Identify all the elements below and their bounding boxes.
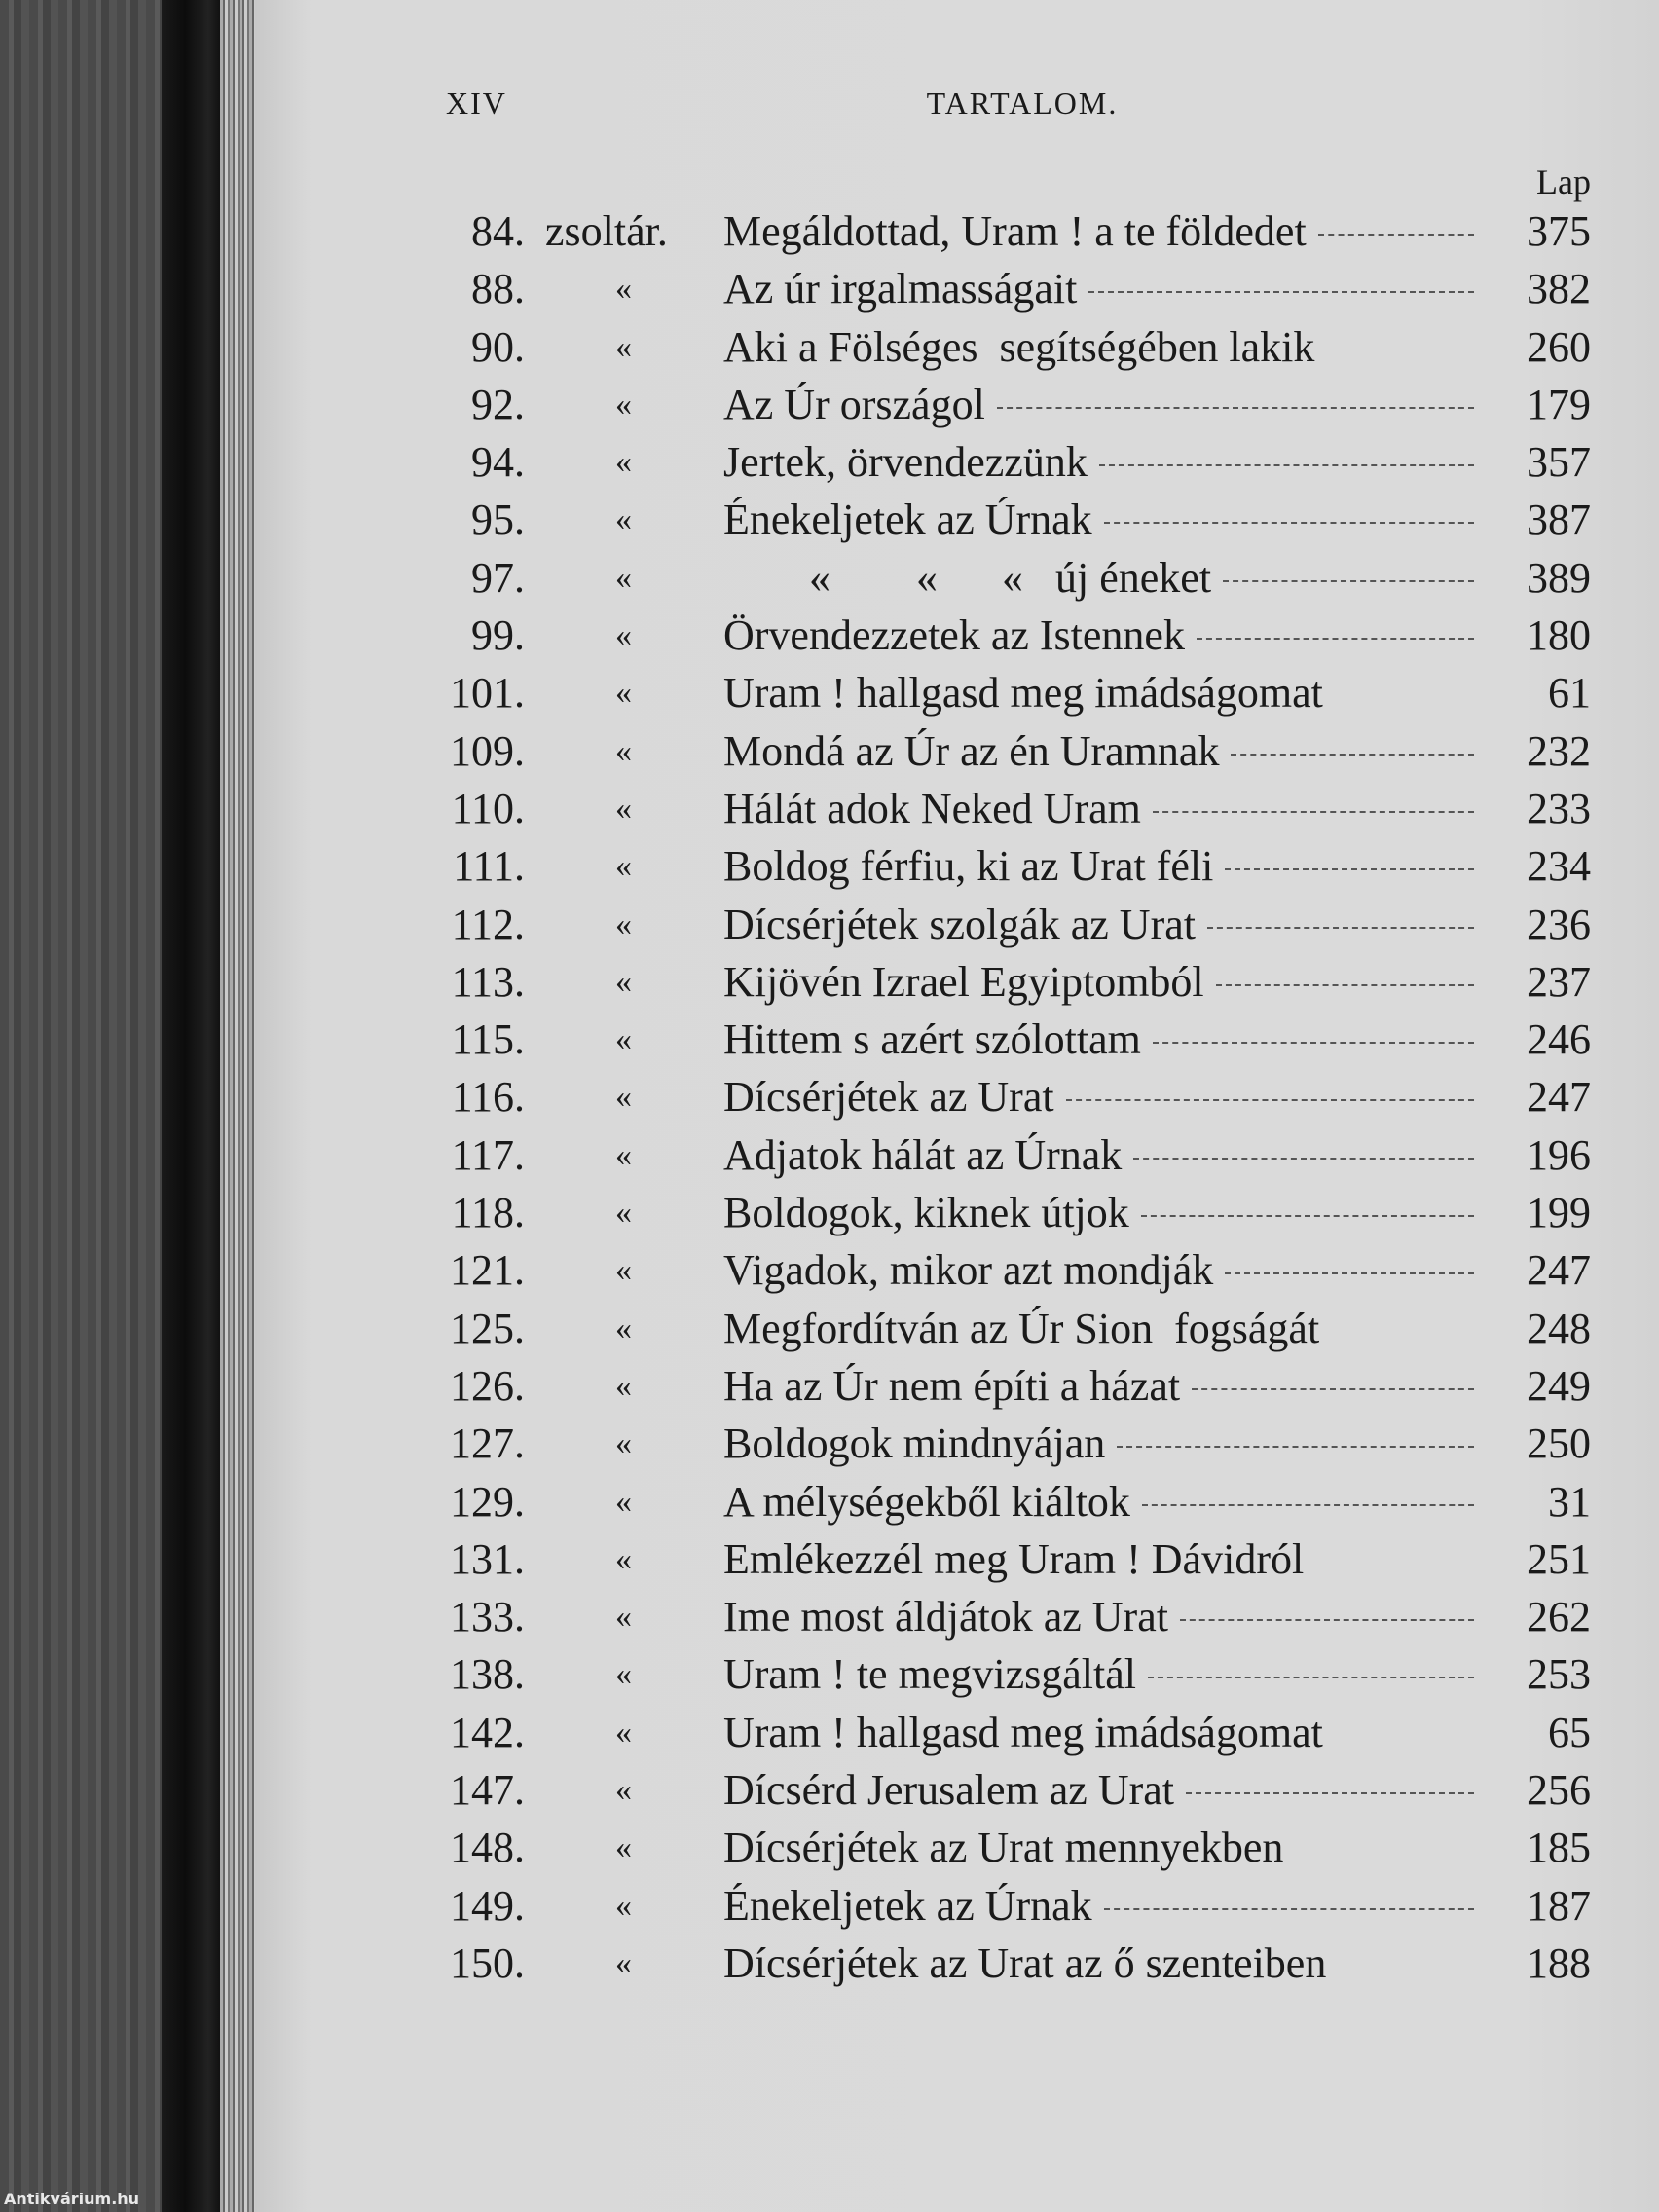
toc-entry (389, 549, 1591, 607)
page-number: 180 (1527, 611, 1591, 660)
entry-title: Kijövén Izrael Egyiptomból (723, 957, 1204, 1006)
toc-entry (389, 491, 1591, 548)
psalm-number: 113. (451, 957, 525, 1006)
toc-entry (389, 1877, 1591, 1935)
page-number: 256 (1527, 1766, 1591, 1815)
toc-entry (389, 1588, 1591, 1645)
toc-entry (389, 1241, 1591, 1299)
entry-title-wrap (723, 1068, 1484, 1125)
entry-title: « « « új éneket (723, 553, 1212, 602)
page-number: 250 (1527, 1419, 1591, 1468)
dot-leader (1066, 1099, 1474, 1101)
ditto-mark: « (615, 501, 632, 538)
page-number: 196 (1527, 1130, 1591, 1179)
dot-leader (1153, 811, 1474, 813)
entry-title-wrap (723, 1184, 1484, 1241)
page-number: 387 (1527, 496, 1591, 544)
ditto-mark: « (615, 1483, 632, 1520)
dot-leader (1104, 1908, 1474, 1910)
ditto-mark: « (615, 617, 632, 654)
running-title: TARTALOM. (926, 86, 1119, 121)
entry-title: Ime most áldjátok az Urat (723, 1593, 1168, 1641)
ditto-mark: « (615, 1425, 632, 1462)
toc-entry (389, 1126, 1591, 1184)
page-number: 375 (1527, 207, 1591, 255)
page-number: 251 (1527, 1534, 1591, 1583)
toc-entry (389, 1935, 1591, 1992)
dot-leader (1142, 1504, 1474, 1506)
page-column-label: Lap (1536, 163, 1591, 202)
dot-leader (1141, 1215, 1474, 1217)
page-number: 188 (1527, 1938, 1591, 1987)
entry-title: Uram ! te megvizsgáltál (723, 1650, 1136, 1699)
entry-title-wrap (723, 953, 1484, 1011)
ditto-mark: « (615, 1540, 632, 1577)
toc-entry (389, 376, 1591, 433)
ditto-mark: « (615, 1599, 632, 1636)
background-surface (0, 0, 166, 2212)
entry-title-wrap (723, 607, 1484, 664)
dot-leader (1318, 234, 1474, 236)
entry-title: Dícsérjétek az Urat (723, 1073, 1054, 1122)
psalm-number: 92. (471, 380, 525, 428)
page-number: 179 (1527, 380, 1591, 428)
dot-leader (1148, 1677, 1474, 1678)
entry-title: Hittem s azért szólottam (723, 1015, 1141, 1064)
page-number: 247 (1527, 1073, 1591, 1122)
toc-entry (389, 607, 1591, 664)
table-of-contents (389, 203, 1591, 1992)
page-number: 233 (1527, 784, 1591, 832)
ditto-mark: « (615, 1944, 632, 1981)
entry-title-wrap (723, 1126, 1484, 1184)
ditto-mark: « (615, 1309, 632, 1346)
toc-entry (389, 1530, 1591, 1588)
page-number: 61 (1548, 669, 1591, 718)
entry-title: Emlékezzél meg Uram ! Dávidról (723, 1534, 1305, 1583)
entry-title: A mélységekből kiáltok (723, 1477, 1130, 1526)
page-number: 65 (1548, 1708, 1591, 1756)
entry-title: Dícsérd Jerusalem az Urat (723, 1766, 1175, 1815)
ditto-mark: « (615, 1714, 632, 1751)
ditto-mark: « (615, 1136, 632, 1173)
entry-title-wrap (723, 1819, 1484, 1876)
dot-leader (1207, 927, 1474, 929)
ditto-mark: « (615, 905, 632, 942)
toc-entry (389, 433, 1591, 491)
psalm-number: 131. (450, 1534, 525, 1583)
entry-title-wrap (723, 1877, 1484, 1935)
toc-entry (389, 664, 1591, 721)
entry-title: Adjatok hálát az Úrnak (723, 1130, 1123, 1179)
dot-leader (1099, 464, 1474, 466)
psalm-number: 95. (471, 496, 525, 544)
dot-leader (1153, 1042, 1474, 1044)
entry-title-wrap (723, 1241, 1484, 1299)
entry-title-wrap (723, 896, 1484, 953)
entry-title: Mondá az Úr az én Uramnak (723, 726, 1220, 775)
psalm-number: 112. (451, 900, 525, 948)
psalm-number: 94. (471, 438, 525, 487)
psalm-number: 142. (450, 1708, 525, 1756)
watermark: Antikvárium.hu (4, 2190, 140, 2208)
page-edges (220, 0, 255, 2212)
entry-title: Megáldottad, Uram ! a te földedet (723, 207, 1307, 255)
entry-title: Ha az Úr nem építi a házat (723, 1361, 1181, 1410)
entry-title-wrap (723, 837, 1484, 895)
entry-title: Az úr irgalmasságait (723, 265, 1078, 313)
psalm-number: 116. (451, 1073, 525, 1122)
page-number: 249 (1527, 1361, 1591, 1410)
entry-title: Uram ! hallgasd meg imádságomat (723, 1708, 1323, 1756)
toc-entry (389, 1819, 1591, 1876)
entry-title: Az Úr országol (723, 380, 985, 428)
dot-leader (1104, 522, 1474, 524)
entry-title-wrap (723, 1704, 1484, 1761)
toc-entry (389, 1645, 1591, 1703)
toc-entry (389, 318, 1591, 376)
dot-leader (1197, 638, 1474, 640)
page-number: 389 (1527, 553, 1591, 602)
ditto-mark: « (615, 328, 632, 365)
entry-title: Boldog férfiu, ki az Urat féli (723, 842, 1214, 891)
entry-title-wrap (723, 318, 1484, 376)
psalm-number: 90. (471, 322, 525, 371)
toc-entry (389, 837, 1591, 895)
entry-title: Megfordítván az Úr Sion fogságát (723, 1304, 1320, 1352)
ditto-mark: « (615, 963, 632, 1000)
page-number: 185 (1527, 1824, 1591, 1872)
entry-title: Énekeljetek az Úrnak (723, 1881, 1092, 1930)
page-number: 246 (1527, 1015, 1591, 1064)
toc-entry (389, 1300, 1591, 1357)
entry-title: Énekeljetek az Úrnak (723, 496, 1092, 544)
toc-entry (389, 1415, 1591, 1472)
dot-leader (1192, 1388, 1474, 1390)
entry-title-wrap (723, 1530, 1484, 1588)
toc-entry (389, 1011, 1591, 1068)
ditto-mark: « (615, 790, 632, 827)
psalm-number: 150. (450, 1938, 525, 1987)
psalm-number: 149. (450, 1881, 525, 1930)
entry-title-wrap (723, 780, 1484, 837)
ditto-mark: « (615, 732, 632, 769)
psalm-number: 121. (450, 1246, 525, 1295)
toc-entry (389, 1761, 1591, 1819)
page-number: 31 (1548, 1477, 1591, 1526)
entry-title: Dícsérjétek szolgák az Urat (723, 900, 1196, 948)
toc-entry (389, 722, 1591, 780)
entry-title-wrap (723, 1473, 1484, 1530)
psalm-number: 147. (450, 1766, 525, 1815)
toc-entry (389, 260, 1591, 317)
dot-leader (1180, 1619, 1474, 1621)
toc-entry (389, 953, 1591, 1011)
toc-entry (389, 1357, 1591, 1415)
dot-leader (1225, 1272, 1474, 1274)
entry-title: Boldogok, kiknek útjok (723, 1189, 1129, 1237)
toc-entry (389, 1473, 1591, 1530)
toc-entry (389, 203, 1591, 260)
entry-title-wrap (723, 1415, 1484, 1472)
ditto-mark: « (615, 444, 632, 481)
entry-title-wrap (723, 376, 1484, 433)
page-number: 382 (1527, 265, 1591, 313)
psalm-number: 88. (471, 265, 525, 313)
psalm-number: 84. (471, 207, 525, 255)
ditto-mark: « (615, 675, 632, 712)
page-number: 357 (1527, 438, 1591, 487)
dot-leader (1088, 291, 1474, 293)
psalm-number: 127. (450, 1419, 525, 1468)
entry-title: Jertek, örvendezzünk (723, 438, 1088, 487)
toc-entry (389, 1068, 1591, 1125)
page-number: 232 (1527, 726, 1591, 775)
psalm-number: 99. (471, 611, 525, 660)
entry-title: Örvendezzetek az Istennek (723, 611, 1185, 660)
psalm-number: 117. (451, 1130, 525, 1179)
toc-entry (389, 1184, 1591, 1241)
toc-entry (389, 780, 1591, 837)
psalm-number: 101. (450, 669, 525, 718)
dot-leader (1133, 1158, 1474, 1160)
psalm-number: 115. (451, 1015, 525, 1064)
entry-title: Uram ! hallgasd meg imádságomat (723, 669, 1323, 718)
ditto-mark: « (615, 386, 632, 423)
ditto-mark: « (615, 1887, 632, 1924)
dot-leader (1216, 984, 1474, 986)
psalm-number: 97. (471, 553, 525, 602)
dot-leader (1225, 868, 1474, 870)
dot-leader (1117, 1446, 1474, 1448)
entry-title: Hálát adok Neked Uram (723, 784, 1141, 832)
toc-entry (389, 1704, 1591, 1761)
page-number: 253 (1527, 1650, 1591, 1699)
ditto-mark: « (615, 1656, 632, 1693)
ditto-mark: « (615, 559, 632, 596)
psalm-number: 129. (450, 1477, 525, 1526)
entry-title-wrap (723, 549, 1484, 607)
page-number: 262 (1527, 1593, 1591, 1641)
page-number: 187 (1527, 1881, 1591, 1930)
entry-title-wrap (723, 1300, 1484, 1357)
entry-title-wrap (723, 664, 1484, 721)
psalm-number: 111. (453, 842, 525, 891)
dot-leader (1231, 754, 1474, 756)
page-number: 234 (1527, 842, 1591, 891)
ditto-mark: zsoltár. (545, 207, 668, 255)
entry-title: Aki a Fölséges segítségében lakik (723, 322, 1315, 371)
psalm-number: 109. (450, 726, 525, 775)
entry-title: Vigadok, mikor azt mondják (723, 1246, 1214, 1295)
entry-title-wrap (723, 203, 1484, 260)
page-number: 236 (1527, 900, 1591, 948)
page-number: 248 (1527, 1304, 1591, 1352)
ditto-mark: « (615, 1021, 632, 1058)
book-binding (162, 0, 220, 2212)
dot-leader (997, 407, 1474, 409)
ditto-mark: « (615, 1367, 632, 1404)
entry-title-wrap (723, 1645, 1484, 1703)
page-number: 260 (1527, 322, 1591, 371)
entry-title-wrap (723, 1761, 1484, 1819)
ditto-mark: « (615, 1772, 632, 1809)
entry-title: Dícsérjétek az Urat mennyekben (723, 1824, 1284, 1872)
entry-title-wrap (723, 1357, 1484, 1415)
ditto-mark: « (615, 1195, 632, 1232)
entry-title-wrap (723, 722, 1484, 780)
page-number: 247 (1527, 1246, 1591, 1295)
ditto-mark: « (615, 848, 632, 885)
psalm-number: 148. (450, 1824, 525, 1872)
page-number: 237 (1527, 957, 1591, 1006)
psalm-number: 125. (450, 1304, 525, 1352)
psalm-number: 138. (450, 1650, 525, 1699)
entry-title-wrap (723, 260, 1484, 317)
dot-leader (1223, 580, 1474, 582)
psalm-number: 133. (450, 1593, 525, 1641)
entry-title-wrap (723, 1588, 1484, 1645)
ditto-mark: « (615, 1252, 632, 1289)
entry-title-wrap (723, 491, 1484, 548)
ditto-mark: « (615, 271, 632, 308)
dot-leader (1186, 1792, 1474, 1794)
psalm-number: 110. (451, 784, 525, 832)
ditto-mark: « (615, 1829, 632, 1866)
ditto-mark: « (615, 1079, 632, 1116)
entry-title-wrap (723, 1011, 1484, 1068)
entry-title: Dícsérjétek az Urat az ő szenteiben (723, 1938, 1327, 1987)
entry-title-wrap (723, 433, 1484, 491)
toc-entry (389, 896, 1591, 953)
entry-title-wrap (723, 1935, 1484, 1992)
page-folio: XIV (446, 86, 507, 121)
page-number: 199 (1527, 1189, 1591, 1237)
psalm-number: 126. (450, 1361, 525, 1410)
entry-title: Boldogok mindnyájan (723, 1419, 1106, 1468)
psalm-number: 118. (451, 1189, 525, 1237)
